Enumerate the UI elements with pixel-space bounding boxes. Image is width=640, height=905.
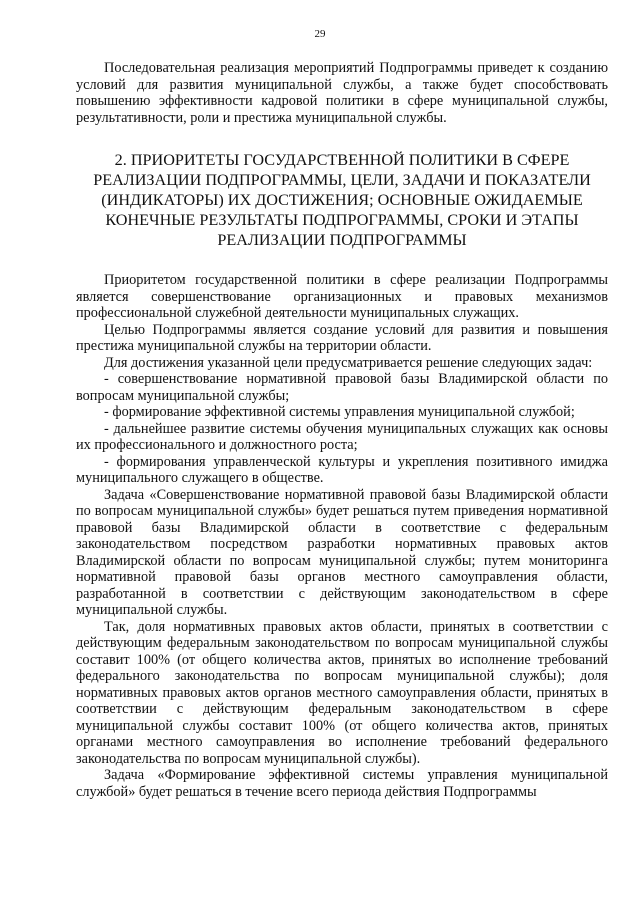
intro-paragraph: Последовательная реализация мероприятий Подпрограммы приведет к созданию условий для развития муниципальной службы, а также будет способствовать повышению эффективности кадровой политики в сфере муниципальной службы, результативности, роли и престижа муниципальной службы. bbox=[76, 60, 608, 126]
page-content bbox=[76, 60, 608, 800]
list-item-task-1: - совершенствование нормативной правовой базы Владимирской области по вопросам муниципальной службы; bbox=[76, 371, 608, 404]
list-item-task-4: - формирования управленческой культуры и укрепления позитивного имиджа муниципального служащего в обществе. bbox=[76, 453, 608, 486]
paragraph-priority: Приоритетом государственной политики в сфере реализации Подпрограммы является совершенствование организационных и правовых механизмов профессиональной служебной деятельности муниципальных служащих. bbox=[76, 272, 608, 321]
page-number: 29 bbox=[314, 28, 326, 40]
paragraph-indicators: Так, доля нормативных правовых актов области, принятых в соответствии с действующим федеральным законодательством по вопросам муниципальной службы составит 100% (от общего количества актов, принятых во исполнение требований федерального законодательства по вопросам муниципальной службы); доля нормативных правовых актов органов местного самоуправления области, принятых в соответствии с действующим федеральным законодательством в сфере муниципальной службы составит 100% (от общего количества актов, принятых органами местного самоуправления во исполнение требований федерального законодательства по вопросам муниципальной службы). bbox=[76, 618, 608, 767]
section-heading: 2. ПРИОРИТЕТЫ ГОСУДАРСТВЕННОЙ ПОЛИТИКИ В СФЕРЕ РЕАЛИЗАЦИИ ПОДПРОГРАММЫ, ЦЕЛИ, ЗАДАЧИ И ПОКАЗАТЕЛИ (ИНДИКАТОРЫ) ИХ ДОСТИЖЕНИЯ; ОСНОВНЫЕ ОЖИДАЕМЫЕ КОНЕЧНЫЕ РЕЗУЛЬТАТЫ ПОДПРОГРАММЫ, СРОКИ И ЭТАПЫ РЕАЛИЗАЦИИ ПОДПРОГРАММЫ bbox=[93, 151, 591, 249]
paragraph-tasks-intro: Для достижения указанной цели предусматривается решение следующих задач: bbox=[104, 354, 593, 371]
paragraph-goal: Целью Подпрограммы является создание условий для развития и повышения престижа муниципальной службы на территории области. bbox=[76, 321, 608, 354]
paragraph-task-management: Задача «Формирование эффективной системы управления муниципальной службой» будет решаться в течение всего периода действия Подпрограммы bbox=[76, 767, 608, 800]
list-item-task-2: - формирование эффективной системы управления муниципальной службой; bbox=[104, 404, 575, 420]
list-item-task-3: - дальнейшее развитие системы обучения муниципальных служащих как основы их профессионального и должностного роста; bbox=[76, 420, 608, 453]
paragraph-task-legal-base: Задача «Совершенствование нормативной правовой базы Владимирской области по вопросам муниципальной службы» будет решаться путем приведения нормативной правовой базы Владимирской области в соответствие с федеральным законодательством посредством разработки нормативных правовых актов Владимирской области по вопросам муниципальной службы; путем мониторинга нормативной правовой базы органов местного самоуправления области, разработанной в соответствии с действующим законодательством в сфере муниципальной службы. bbox=[76, 486, 608, 618]
